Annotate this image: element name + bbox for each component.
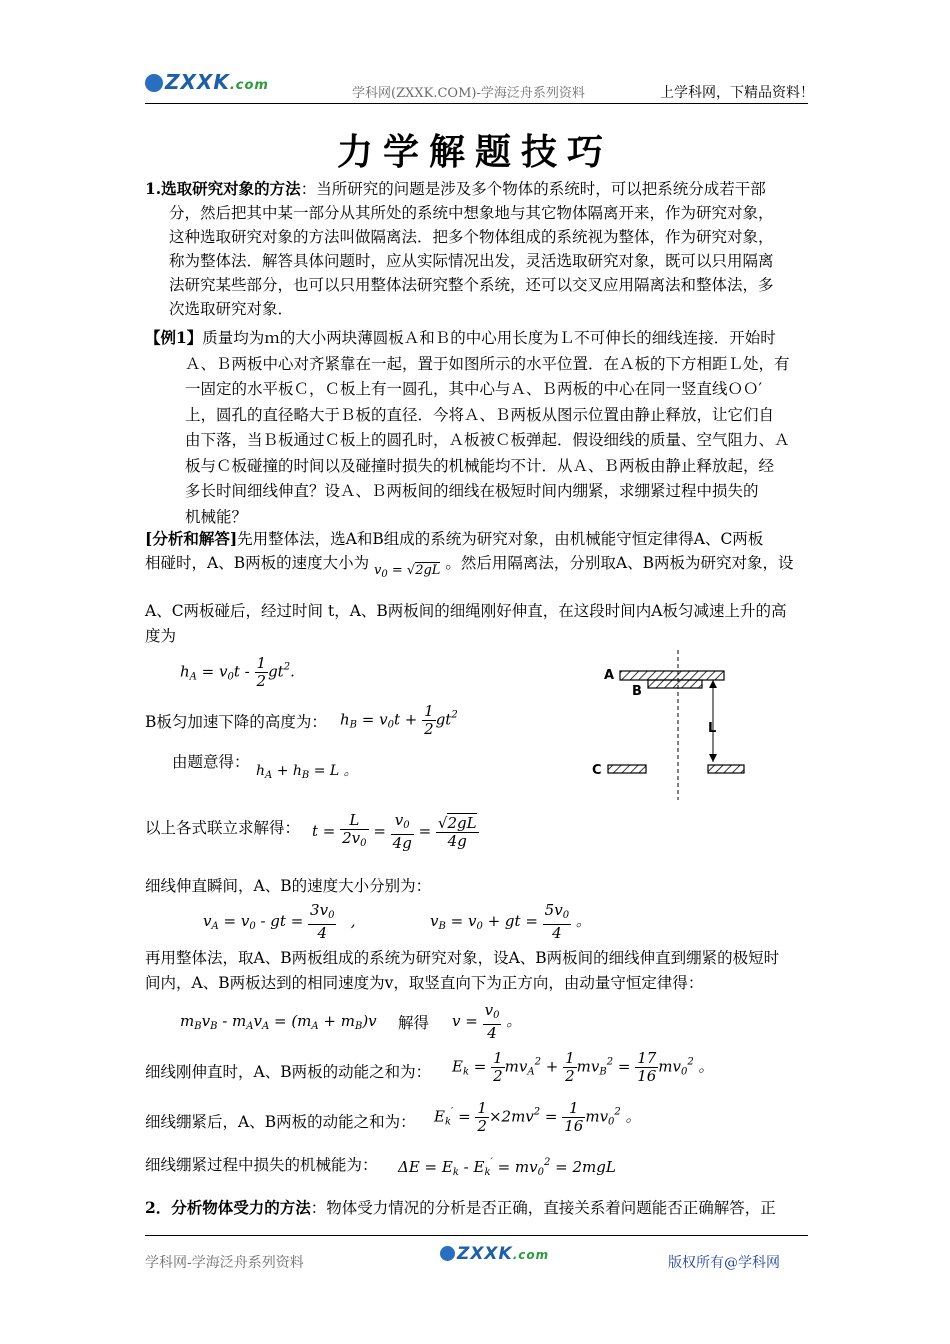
footer-logo	[440, 1244, 549, 1264]
plate-b-lower	[708, 765, 744, 773]
example1	[145, 325, 810, 530]
example1-line: 质量均为ｍ的大小两块薄圆板Ａ和Ｂ的中心用长度为Ｌ不可伸长的细线连接．开始时	[202, 329, 776, 347]
analysis-line3: A、C两板碰后，经过时间 t，A、B两板间的细绳刚好伸直，在这段时间内A板匀减速上升的高	[145, 602, 787, 620]
example1-line: Ａ、Ｂ两板中心对齐紧靠在一起，置于如图所示的水平位置．在Ａ板的下方相距Ｌ处，有	[185, 354, 790, 373]
solve-text: 以上各式联立求解得：	[145, 819, 301, 837]
analysis-text: 相碰时，A、B两板的速度大小为	[145, 554, 370, 572]
example1-label: 【例1】	[145, 328, 203, 347]
footer-right: 版权所有@学科网	[668, 1255, 780, 1271]
formula-ha: $h_A = v_0t$ - $\frac{1}{2}$ $gt^2$.	[180, 654, 295, 690]
logo-domain: .com	[229, 78, 269, 93]
arrow-up-icon	[709, 680, 717, 688]
formula-vb: $v_B = v_0$ + gt = $\frac{5v_0}{4}$ 。	[430, 901, 591, 942]
label-a: A	[604, 668, 615, 683]
footer-rule	[145, 1235, 808, 1236]
hb-text: B板匀加速下降的高度为：	[145, 713, 327, 731]
example1-line: 由下落，当Ｂ板通过Ｃ板上的圆孔时，Ａ板被Ｃ板弹起．假设细线的质量、空气阻力、Ａ	[185, 431, 790, 449]
analysis-line4: 度为	[145, 627, 177, 645]
arrow-down-icon	[709, 754, 717, 762]
ek2-text: 细线绷紧后，A、B两板的动能之和为：	[145, 1113, 416, 1131]
whole-line1: 再用整体法，取A、B两板组成的系统为研究对象，设A、B两板间的细线伸直到绷紧的极短时	[145, 949, 780, 967]
logo-domain: .com	[512, 1248, 550, 1262]
page-title: 力学解题技巧	[336, 131, 613, 173]
section1-line: 称为整体法．解答具体问题时，应从实际情况出发，灵活选取研究对象，既可以只用隔离	[169, 252, 774, 270]
label-b: B	[632, 684, 642, 699]
header-rule	[145, 103, 808, 104]
logo-text: ZXXK	[457, 1244, 513, 1264]
section1	[145, 177, 810, 321]
logo-mascot-icon	[440, 1246, 455, 1261]
section2-text: ：物体受力情况的分析是否正确，直接关系着问题能否正确解答，正	[310, 1199, 776, 1217]
section1-line: 次选取研究对象．	[169, 300, 294, 318]
section2-heading: 2．分析物体受力的方法	[145, 1198, 311, 1217]
formula-momentum: $m_Bv_B - m_Av_A = (m_A + m_B)v$	[180, 1012, 377, 1032]
example1-line: 板与Ｃ板碰撞的时间以及碰撞时损失的机械能均不计．从Ａ、Ｂ两板由静止释放起，经	[185, 456, 775, 475]
formula-ek2: $E_k'$ = $\frac{1}{2}$ $\times 2mv^2$ = $\frac{1}{16}$ $mv_0^2$ 。	[434, 1099, 641, 1135]
speeds-text: 细线伸直瞬间，A、B的速度大小分别为：	[145, 877, 432, 895]
label-l: L	[708, 721, 717, 736]
plate-b	[648, 680, 702, 688]
example1-line: 多长时间细线伸直？设Ａ、Ｂ两板间的细线在极短时间内绷紧，求绷紧过程中损失的	[185, 482, 759, 500]
section1-line: 法研究某些部分，也可以只用整体法研究整个系统，还可以交叉应用隔离法和整体法，多	[169, 276, 774, 294]
example1-line: 机械能？	[185, 507, 248, 526]
section1-line: 分，然后把其中某一部分从其所处的系统中想象地与其它物体隔离开来，作为研究对象，	[169, 204, 774, 222]
analysis-text: 先用整体法，选A和B组成的系统为研究对象，由机械能守恒定律得A、C两板	[237, 530, 764, 548]
analysis-text: 。然后用隔离法，分别取A、B两板为研究对象，设	[445, 554, 794, 572]
logo-mascot-icon	[145, 74, 163, 92]
section1-line: ：当所研究的问题是涉及多个物体的系统时，可以把系统分成若干部	[300, 180, 766, 198]
plate-a	[620, 671, 724, 680]
formula-v: v = $\frac{v_0}{4}$ 。	[452, 1001, 522, 1042]
ek-text: 细线刚伸直时，A、B两板的动能之和为：	[145, 1063, 432, 1081]
analysis-label: [分析和解答]	[145, 529, 238, 548]
whole-line2: 间内，A、B两板达到的相同速度为v，取竖直向下为正方向，由动量守恒定律得：	[145, 974, 704, 992]
solve-word: 解得	[398, 1014, 430, 1032]
formula-loss: $\Delta E = E_k - E_k' = mv_0^2 = 2mgL$	[398, 1157, 616, 1178]
cond-text: 由题意得：	[172, 753, 250, 771]
footer-left: 学科网-学海泛舟系列资料	[145, 1255, 304, 1271]
logo-text: ZXXK	[165, 70, 230, 94]
formula-cond: $h_A + h_B = L$ 。	[256, 763, 358, 781]
analysis-line2	[145, 551, 815, 587]
section1-line: 这种选取研究对象的方法叫做隔离法．把多个物体组成的系统视为整体，作为研究对象，	[169, 228, 774, 246]
header-logo	[145, 70, 269, 94]
formula-v0: v0 = √2gL	[374, 563, 441, 580]
example1-line: 一固定的水平板Ｃ，Ｃ板上有一圆孔，其中心与Ａ、Ｂ两板的中心在同一竖直线ＯＯ′	[185, 380, 763, 398]
formula-hb: $h_B = v_0t$ + $\frac{1}{2}$ $gt^2$	[340, 702, 458, 738]
analysis-line1	[145, 527, 815, 551]
header-site: 学科网(ZXXK.COM)-学海泛舟系列资料	[352, 86, 585, 101]
loss-text: 细线绷紧过程中损失的机械能为：	[145, 1156, 378, 1174]
formula-va: $v_A = v_0$ - gt = $\frac{3v_0}{4}$ ,	[203, 901, 356, 942]
label-c: C	[592, 763, 602, 778]
example1-line: 上，圆孔的直径略大于Ｂ板的直径．今将Ａ、Ｂ两板从图示位置由静止释放，让它们自	[185, 405, 775, 424]
formula-t: t = $\frac{L}{2v_0}$ = $\frac{v_0}{4g}$ = $\frac{√2gL}{4g}$	[312, 811, 477, 852]
header-slogan: 上学科网，下精品资料！	[660, 85, 814, 101]
diagram-figure	[592, 650, 760, 800]
plate-c	[608, 765, 646, 773]
section1-heading: 1.选取研究对象的方法	[145, 179, 301, 198]
section2	[145, 1196, 815, 1220]
formula-ek: $E_k$ = $\frac{1}{2}$ $mv_A^2$ + $\frac{1}{2}$ $mv_B^2$ = $\frac{17}{16}$ $mv_0^2$ 。	[452, 1049, 714, 1085]
